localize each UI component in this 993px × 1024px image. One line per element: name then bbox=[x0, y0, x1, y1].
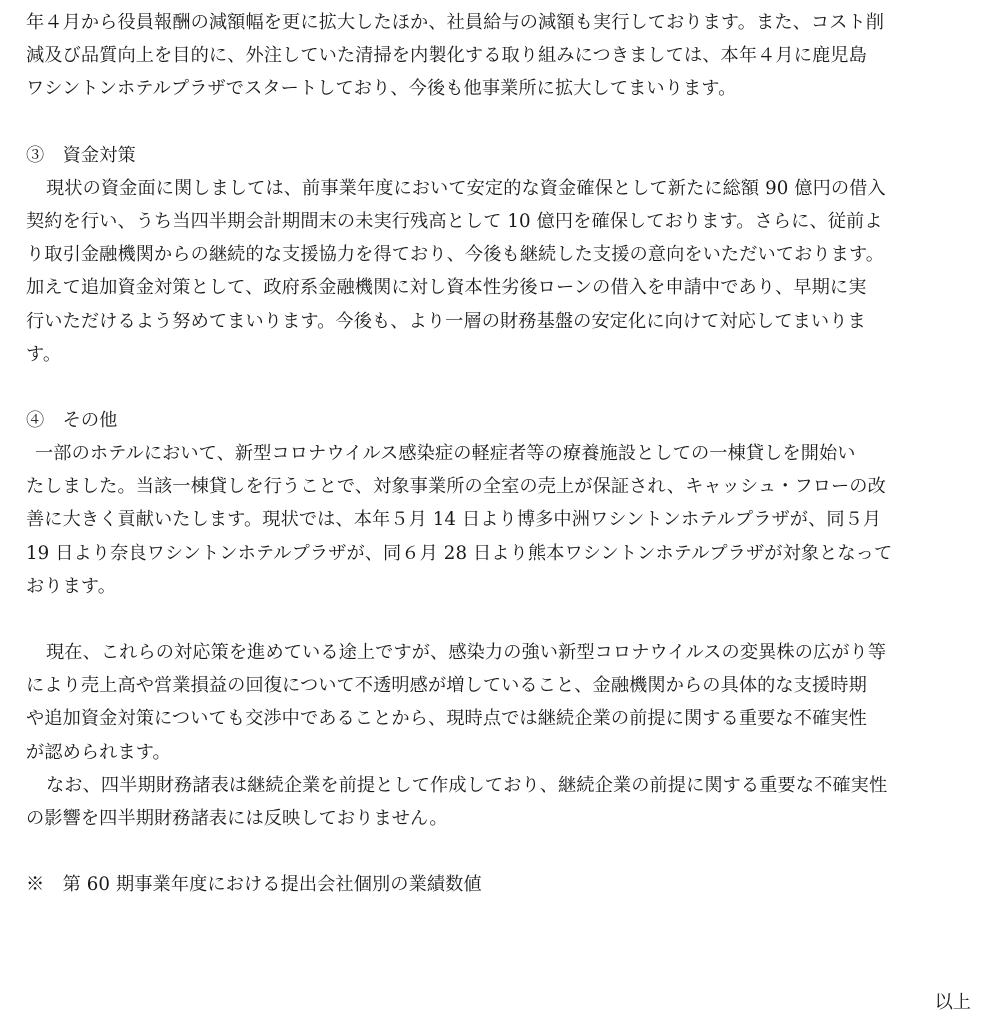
funding-line-1: 現状の資金面に関しましては、前事業年度において安定的な資金確保として新たに総額 90 億円の借入 bbox=[46, 177, 886, 199]
funding-line-4: 加えて追加資金対策として、政府系金融機関に対し資本性劣後ローンの借入を申請中であり、早期に実 bbox=[26, 277, 867, 299]
section-heading-funding: ③ 資金対策 bbox=[26, 144, 136, 166]
section-other bbox=[26, 404, 972, 603]
funding-line-2: 契約を行い、うち当四半期会計期間末の未実行残高として 10 億円を確保しております。さらに、従前よ bbox=[26, 210, 883, 232]
funding-line-5: 行いただけるよう努めてまいります。今後も、より一層の財務基盤の安定化に向けて対応してまいりま bbox=[26, 310, 866, 332]
funding-line-3: り取引金融機関からの継続的な支援協力を得ており、今後も継続した支援の意向をいただいております。 bbox=[26, 244, 885, 266]
intro-line-2: 減及び品質向上を目的に、外注していた清掃を内製化する取り組みにつきましては、本年４月に鹿児島 bbox=[26, 45, 867, 67]
conclusion-line-1: 現在、これらの対応策を進めている途上ですが、感染力の強い新型コロナウイルスの変異株の広がり等 bbox=[46, 642, 887, 663]
spacer bbox=[26, 603, 972, 636]
other-line-1: 一部のホテルにおいて、新型コロナウイルス感染症の軽症者等の療養施設としての一棟貸しを開始い bbox=[35, 443, 856, 465]
other-line-3: 善に大きく貢献いたします。現状では、本年５月 14 日より博多中洲ワシントンホテルプラザが、同５月 bbox=[26, 509, 882, 531]
closing-mark: 以上 bbox=[934, 992, 971, 1013]
conclusion-line-4: が認められます。 bbox=[26, 741, 171, 763]
other-line-4: 19 日より奈良ワシントンホテルプラザが、同６月 28 日より熊本ワシントンホテルプラザが対象となって bbox=[26, 542, 893, 564]
document-body bbox=[26, 6, 972, 901]
section-heading-other: ④ その他 bbox=[26, 409, 118, 431]
other-line-5: おります。 bbox=[26, 575, 116, 597]
conclusion-line-2: により売上高や営業損益の回復について不透明感が増していること、金融機関からの具体的な支援時期 bbox=[26, 675, 867, 697]
intro-paragraph bbox=[26, 6, 972, 106]
funding-line-6: す。 bbox=[26, 343, 62, 365]
conclusion-line-6: の影響を四半期財務諸表には反映しておりません。 bbox=[26, 807, 448, 829]
conclusion-paragraph bbox=[26, 636, 972, 835]
other-line-2: たしました。当該一棟貸しを行うことで、対象事業所の全室の売上が保証され、キャッシュ・フローの改 bbox=[26, 476, 886, 498]
section-funding bbox=[26, 139, 972, 371]
intro-line-1: 年４月から役員報酬の減額幅を更に拡大したほか、社員給与の減額も実行しております。また、コスト削 bbox=[26, 12, 885, 33]
note-line: ※ 第 60 期事業年度における提出会社個別の業績数値 bbox=[26, 874, 482, 896]
conclusion-line-3: や追加資金対策についても交渉中であることから、現時点では継続企業の前提に関する重要な不確実性 bbox=[26, 708, 867, 730]
spacer bbox=[26, 106, 972, 139]
spacer bbox=[26, 835, 972, 868]
conclusion-line-5: なお、四半期財務諸表は継続企業を前提として作成しており、継続企業の前提に関する重要な不確実性 bbox=[46, 774, 888, 796]
intro-line-3: ワシントンホテルプラザでスタートしており、今後も他事業所に拡大してまいります。 bbox=[26, 78, 737, 100]
spacer bbox=[26, 371, 972, 404]
